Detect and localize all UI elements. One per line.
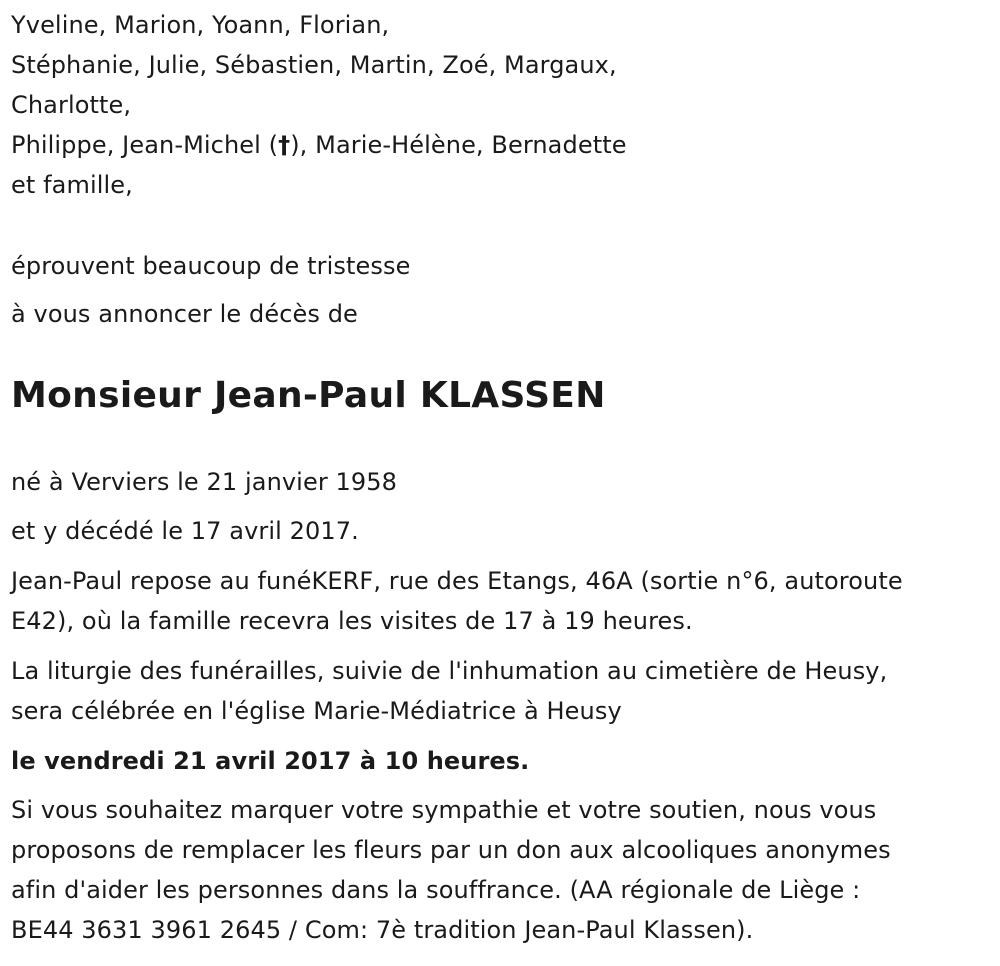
donation-line-1: Si vous souhaitez marquer votre sympathie et votre soutien, nous vous [11,796,877,824]
rest-line-2: E42), où la famille recevra les visites de 17 à 19 heures. [11,607,693,635]
rest-line-1: Jean-Paul repose au funéKERF, rue des Etangs, 46A (sortie n°6, autoroute [11,567,903,595]
cross-icon: † [278,131,291,159]
rest-paragraph [11,561,991,641]
family-line-3: Charlotte, [11,91,132,119]
family-line-4-end: ), Marie-Hélène, Bernadette [290,131,627,159]
liturgy-line-2: sera célébrée en l'église Marie-Médiatrice à Heusy [11,697,622,725]
death-wrap [11,511,991,551]
liturgy-paragraph [11,651,991,731]
announcement-line-2-wrap [11,294,991,334]
deceased-name-wrap [11,374,991,418]
family-list [11,5,991,205]
announcement-line-2: à vous annoncer le décès de [11,300,358,328]
family-line-5: et famille, [11,171,133,199]
death-line: et y décédé le 17 avril 2017. [11,517,359,545]
funeral-date-wrap [11,741,991,781]
announcement-line-1-wrap [11,246,991,286]
family-line-2: Stéphanie, Julie, Sébastien, Martin, Zoé, Margaux, [11,51,617,79]
donation-line-3: afin d'aider les personnes dans la souffrance. (AA régionale de Liège : [11,876,861,904]
liturgy-line-1: La liturgie des funérailles, suivie de l'inhumation au cimetière de Heusy, [11,657,888,685]
family-line-1: Yveline, Marion, Yoann, Florian, [11,11,390,39]
birth-line: né à Verviers le 21 janvier 1958 [11,468,397,496]
donation-line-2: proposons de remplacer les fleurs par un don aux alcooliques anonymes [11,836,891,864]
family-line-4 [11,125,991,165]
announcement-line-1: éprouvent beaucoup de tristesse [11,252,411,280]
donation-line-4: BE44 3631 3961 2645 / Com: 7è tradition Jean-Paul Klassen). [11,916,754,944]
birth-wrap [11,462,991,502]
donation-paragraph [11,790,991,950]
family-line-4-start: Philippe, Jean-Michel ( [11,131,279,159]
deceased-name: Monsieur Jean-Paul KLASSEN [11,375,606,416]
funeral-date: le vendredi 21 avril 2017 à 10 heures. [11,747,530,775]
